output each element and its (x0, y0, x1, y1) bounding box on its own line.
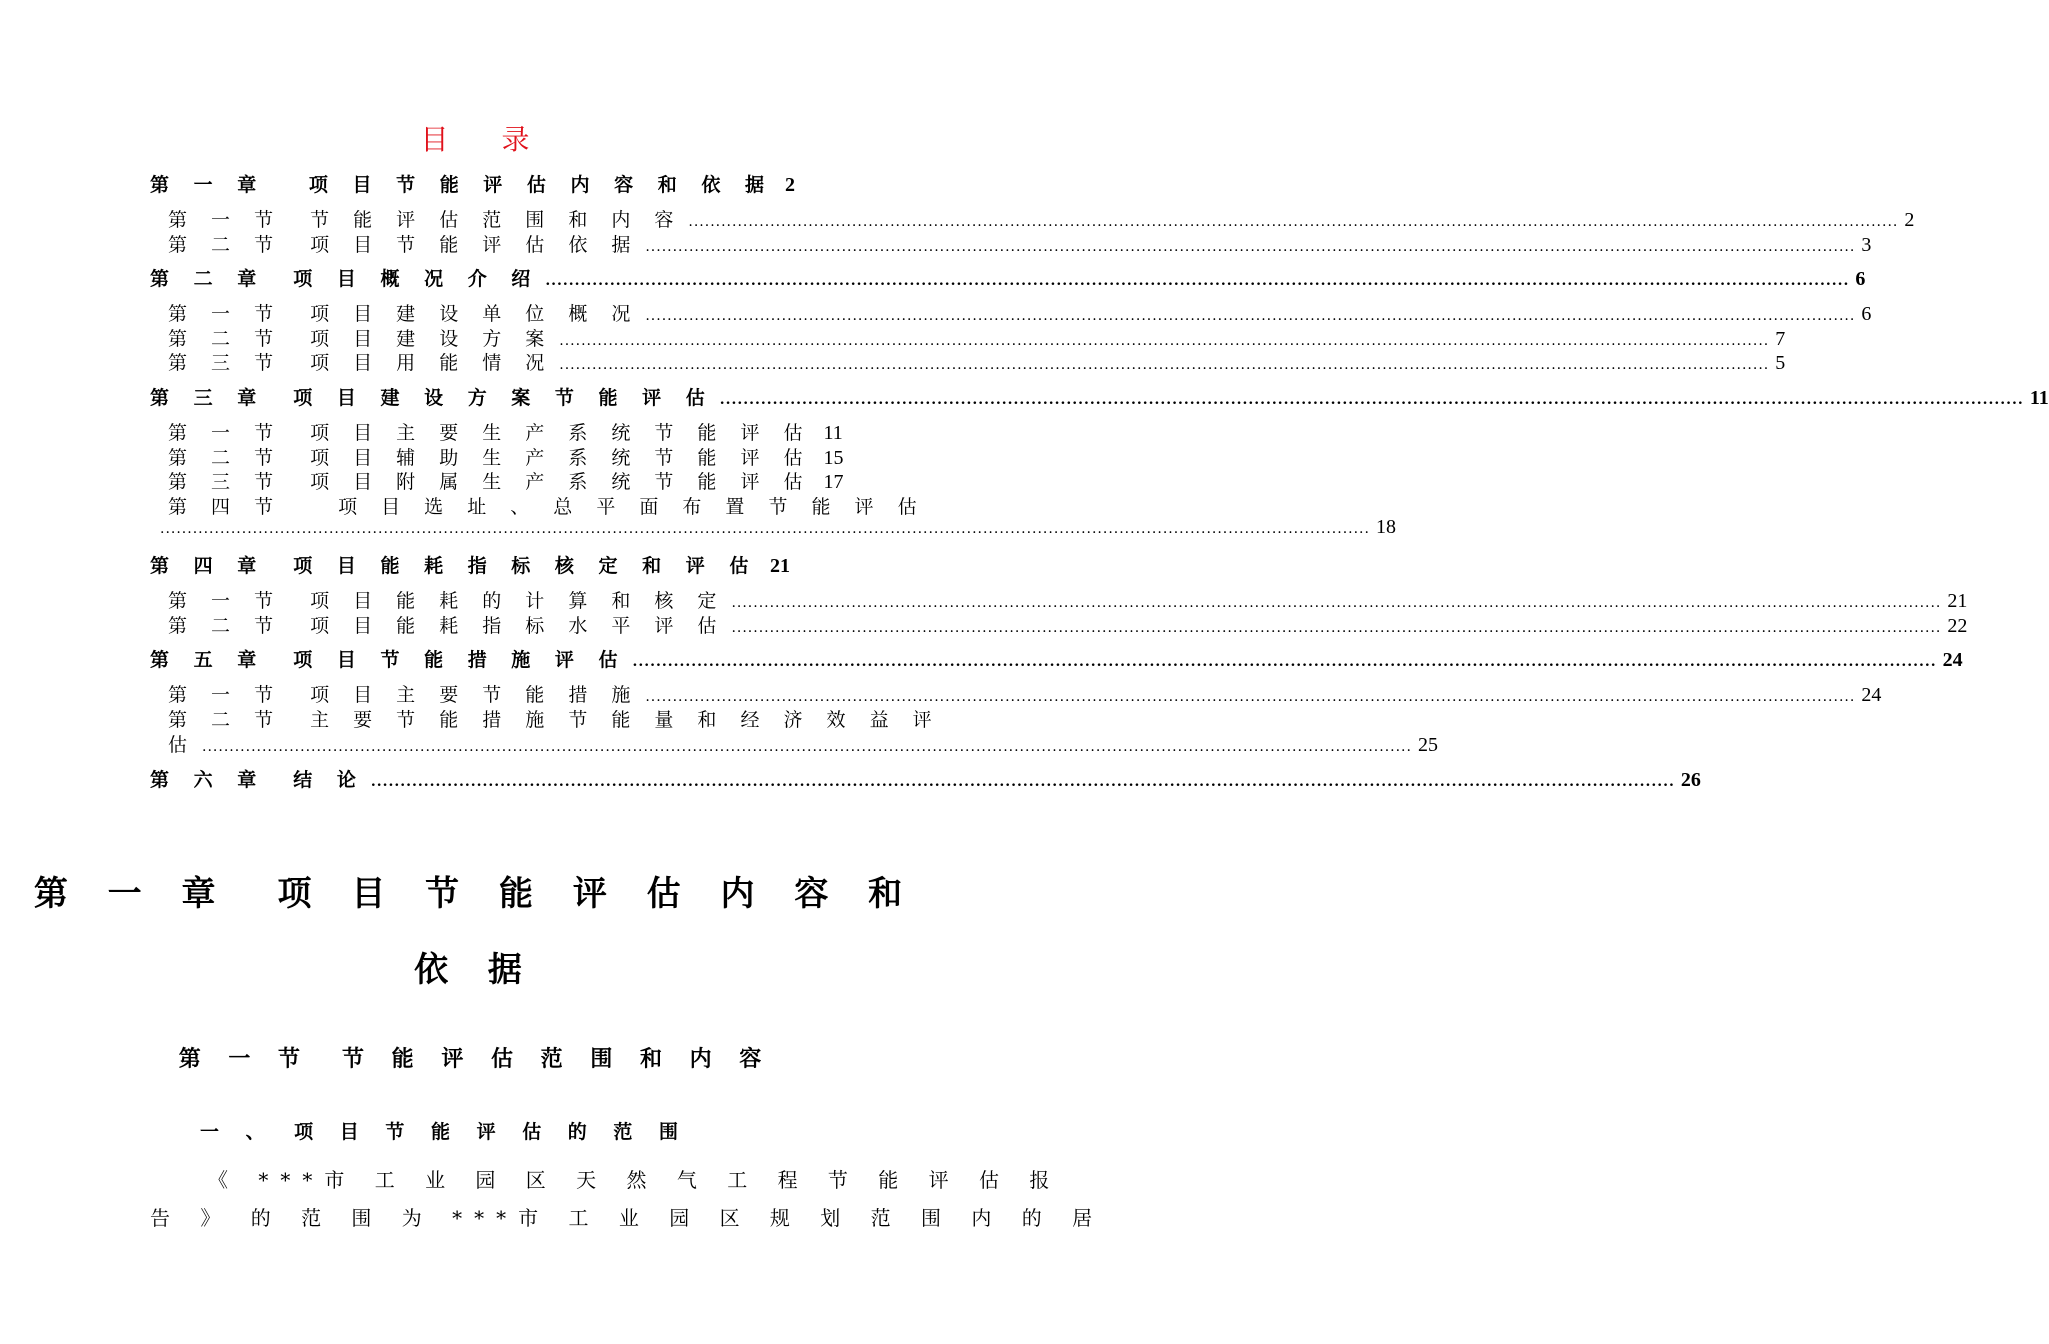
toc-entry-section-5-2[interactable]: 第 二 节 主 要 节 能 措 施 节 能 量 和 经 济 效 益 评 (168, 709, 941, 731)
toc-entry-section-2-2[interactable] (168, 324, 1786, 350)
toc-entry-label: 第 一 节 项 目 主 要 生 产 系 统 节 能 评 估 (168, 422, 812, 444)
toc-page-number: 6 (1861, 303, 1872, 325)
chapter-title-line-2: 依 据 (414, 950, 536, 990)
toc-entry-label: 第 五 章 项 目 节 能 措 施 评 估 (150, 649, 627, 671)
toc-page-number: 18 (1375, 516, 1396, 538)
toc-entry-label: 第 二 章 项 目 概 况 介 绍 (150, 268, 540, 290)
toc-leader-dots (763, 560, 764, 576)
toc-page-number: 24 (1942, 649, 1963, 671)
toc-leader-dots (645, 308, 1855, 324)
toc-page-number: 3 (1861, 234, 1872, 256)
toc-entry-chapter-1[interactable] (150, 170, 795, 196)
toc-entry-chapter-5[interactable] (150, 645, 1963, 671)
toc-page-number: 15 (823, 447, 844, 469)
toc-entry-chapter-2[interactable] (150, 264, 1866, 290)
toc-leader-dots (731, 620, 1941, 636)
toc-title: 目 录 (420, 123, 552, 156)
toc-entry-label: 第 一 节 项 目 建 设 单 位 概 况 (168, 303, 640, 325)
toc-entry-section-4-1[interactable] (168, 586, 1968, 612)
toc-leader-dots (559, 333, 1769, 349)
toc-leader-dots (633, 654, 1937, 670)
toc-page-number: 25 (1417, 734, 1438, 756)
toc-entry-section-1-2[interactable] (168, 230, 1872, 256)
toc-entry-label: 第 一 节 节 能 评 估 范 围 和 内 容 (168, 209, 683, 231)
toc-leader-dots (559, 357, 1769, 373)
toc-entry-section-2-3[interactable] (168, 348, 1786, 374)
toc-page-number: 24 (1861, 684, 1882, 706)
toc-page-number: 11 (2029, 387, 2049, 409)
toc-page-number: 22 (1947, 615, 1968, 637)
toc-leader-dots (545, 273, 1849, 289)
toc-page-number: 21 (770, 555, 790, 577)
paragraph-line-2: 告 》 的 范 围 为 ***市 工 业 园 区 规 划 范 围 内 的 居 (150, 1206, 1105, 1230)
toc-page-number: 2 (1904, 209, 1915, 231)
toc-page-number: 17 (823, 471, 844, 493)
toc-entry-label: 第 六 章 结 论 (150, 769, 365, 791)
toc-entry-section-3-2[interactable] (168, 443, 844, 469)
toc-entry-section-2-1[interactable] (168, 299, 1872, 325)
toc-page-number: 6 (1855, 268, 1866, 290)
toc-leader-dots (371, 774, 1675, 790)
toc-leader-dots (731, 595, 1941, 611)
toc-entry-label: 第 一 节 项 目 主 要 节 能 措 施 (168, 684, 640, 706)
toc-entry-section-4-2[interactable] (168, 611, 1968, 637)
chapter-title-line-1: 第 一 章 项 目 节 能 评 估 内 容 和 (33, 874, 917, 914)
toc-entry-label: 第 二 节 项 目 节 能 评 估 依 据 (168, 234, 640, 256)
section-title: 第 一 节 节 能 评 估 范 围 和 内 容 (178, 1046, 772, 1072)
toc-leader-dots (202, 739, 1412, 755)
toc-leader-dots (645, 239, 1855, 255)
toc-entry-label: 第 一 节 项 目 能 耗 的 计 算 和 核 定 (168, 590, 726, 612)
toc-page-number: 5 (1775, 352, 1786, 374)
toc-entry-section-5-2-continuation[interactable] (168, 730, 1438, 756)
subsection-title: 一 、 项 目 节 能 评 估 的 范 围 (200, 1121, 689, 1143)
toc-entry-label: 第 二 节 项 目 建 设 方 案 (168, 328, 554, 350)
toc-entry-label: 估 (168, 734, 197, 756)
toc-entry-chapter-4[interactable] (150, 551, 790, 577)
toc-page-number: 2 (785, 174, 795, 196)
toc-entry-section-5-1[interactable] (168, 680, 1882, 706)
toc-entry-label: 第 二 节 项 目 能 耗 指 标 水 平 评 估 (168, 615, 726, 637)
toc-entry-section-3-4-continuation[interactable] (160, 516, 1396, 542)
toc-leader-dots (720, 392, 2024, 408)
toc-page-number: 21 (1947, 590, 1968, 612)
toc-entry-label: 第 三 章 项 目 建 设 方 案 节 能 评 估 (150, 387, 714, 409)
toc-entry-chapter-6[interactable] (150, 765, 1701, 791)
toc-leader-dots (688, 214, 1898, 230)
toc-entry-label: 第 二 节 项 目 辅 助 生 产 系 统 节 能 评 估 (168, 447, 812, 469)
toc-entry-chapter-3[interactable] (150, 383, 2049, 409)
toc-entry-label: 第 三 节 项 目 用 能 情 况 (168, 352, 554, 374)
toc-page-number: 26 (1680, 769, 1701, 791)
toc-entry-label: 第 一 章 项 目 节 能 评 估 内 容 和 依 据 (150, 174, 773, 196)
toc-entry-section-3-3[interactable] (168, 467, 844, 493)
toc-entry-section-3-4[interactable]: 第 四 节 项 目 选 址 、 总 平 面 布 置 节 能 评 估 (168, 496, 926, 518)
toc-entry-label: 第 三 节 项 目 附 属 生 产 系 统 节 能 评 估 (168, 471, 812, 493)
toc-leader-dots (645, 689, 1855, 705)
toc-entry-section-3-1[interactable] (168, 418, 843, 444)
toc-leader-dots (160, 521, 1370, 537)
toc-entry-label: 第 四 章 项 目 能 耗 指 标 核 定 和 评 估 (150, 555, 758, 577)
toc-page-number: 7 (1775, 328, 1786, 350)
paragraph-line-1: 《 ***市 工 业 园 区 天 然 气 工 程 节 能 评 估 报 (208, 1168, 1062, 1192)
toc-entry-section-1-1[interactable] (168, 205, 1915, 231)
toc-page-number: 11 (823, 422, 843, 444)
